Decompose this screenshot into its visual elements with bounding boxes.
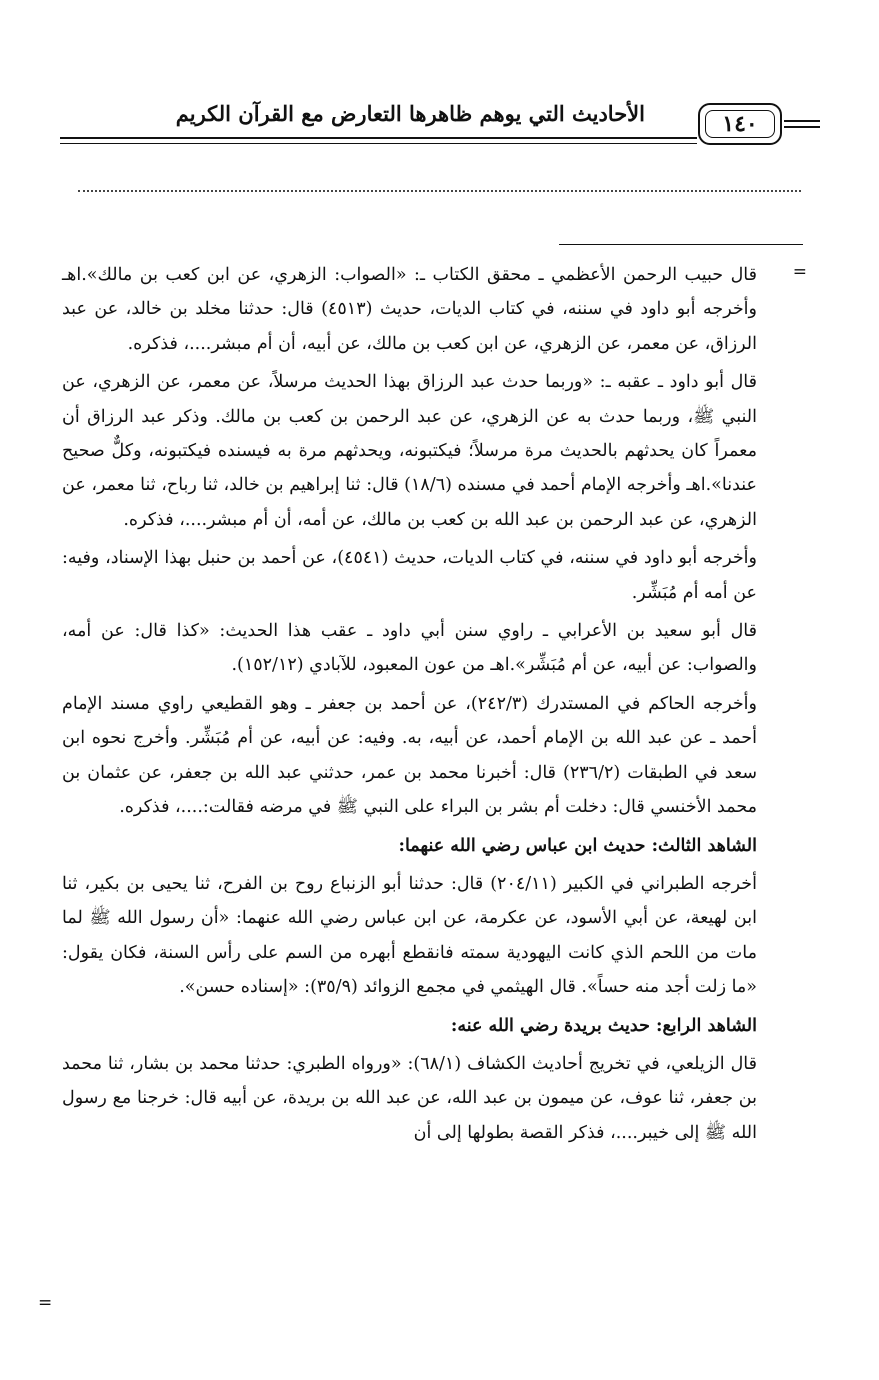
dotted-separator (78, 190, 801, 192)
footnote-paragraph: قال أبو داود ـ عقبه ـ: «وربما حدث عبد الرزاق بهذا الحديث مرسلاً، عن معمر، عن الزهري، عن النبي ﷺ، وربما حدث به عن الزهري، عن عبد الرحمن بن كعب بن مالك. وذكر عبد الرزاق أن معمراً كان يحدثهم بالحديث مرة مرسلاً؛ فيكتبونه، ويحدثهم مرة به فيسنده فيكتبونه، وكلٌّ صحيح عندنا».اهـ وأخرجه الإمام أحمد في مسنده (١٨/٦) قال: ثنا إبراهيم بن خالد، ثنا رباح، ثنا معمر، عن الزهري، عن عبد الرحمن بن عبد الله بن كعب بن مالك، عن أمه، أن أم مبشر....، فذكره. (62, 372, 757, 530)
header-rule (784, 120, 820, 122)
header-underline (60, 143, 697, 144)
footnote-paragraph: قال حبيب الرحمن الأعظمي ـ محقق الكتاب ـ: «الصواب: الزهري، عن ابن كعب بن مالك».اهـ وأخرجه أبو داود في سننه، في كتاب الديات، حديث (٤٥١٣) قال: حدثنا مخلد بن خالد، عن عبد الرزاق، عن معمر، عن الزهري، عن ابن كعب بن مالك، عن أبيه، أن أم مبشر....، فذكره. (62, 265, 757, 354)
continuation-mark: = (792, 262, 807, 282)
footnote-paragraph: أخرجه الطبراني في الكبير (٢٠٤/١١) قال: حدثنا أبو الزنباع روح بن الفرح، ثنا يحيى بن بكير، ثنا ابن لهيعة، عن أبي الأسود، عن عكرمة، عن ابن عباس رضي الله عنهما: «أن رسول الله ﷺ لما مات من اللحم الذي كانت اليهودية سمته فانقطع أبهره من السم على رأس السنة، فكان يقول: «ما زلت أجد منه حساً». قال الهيثمي في مجمع الزوائد (٣٥/٩): «إسناده حسن». (62, 873, 757, 998)
continuation-mark: = (38, 1293, 53, 1313)
footnote-paragraph: وأخرجه الحاكم في المستدرك (٢٤٢/٣)، عن أحمد بن جعفر ـ وهو القطيعي راوي مسند الإمام أحمد ـ عن عبد الله بن الإمام أحمد، عن أبيه، به. وفيه: عن أبيه، عن أم مُبَشِّر. وأخرج نحوه ابن سعد في الطبقات (٢٣٦/٢) قال: أخبرنا محمد بن عمر، حدثني عبد الله بن جعفر، عن عثمان بن محمد الأخنسي قال: دخلت أم بشر بن البراء على النبي ﷺ في مرضه فقالت:....، فذكره. (62, 693, 757, 818)
header-underline (60, 137, 697, 139)
footnote-body (62, 258, 757, 1150)
footnote-rule (559, 244, 803, 245)
header-title: الأحاديث التي يوهم ظاهرها التعارض مع القرآن الكريم (175, 101, 645, 126)
running-header (60, 95, 820, 151)
footnote-paragraph: قال أبو سعيد بن الأعرابي ـ راوي سنن أبي داود ـ عقب هذا الحديث: «كذا قال: عن أمه، والصواب: عن أبيه، عن أم مُبَشِّر».اهـ من عون المعبود، للآبادي (١٥٢/١٢). (62, 621, 757, 676)
footnote-paragraph: قال الزيلعي، في تخريج أحاديث الكشاف (٦٨/١): «ورواه الطبري: حدثنا محمد بن بشار، ثنا محمد بن جعفر، ثنا عوف، عن ميمون بن عبد الله، عن عبد الله بن بريدة، عن أبيه قال: خرجنا مع رسول الله ﷺ إلى خيبر....، فذكر القصة بطولها إلى أن (62, 1053, 757, 1143)
page-number-frame (698, 103, 782, 145)
page-number: ١٤٠ (705, 110, 775, 138)
section-heading: الشاهد الرابع: حديث بريدة رضي الله عنه: (450, 1015, 757, 1036)
footnote-paragraph: وأخرجه أبو داود في سننه، في كتاب الديات، حديث (٤٥٤١)، عن أحمد بن حنبل بهذا الإسناد، وفيه: عن أمه أم مُبَشِّر. (62, 548, 757, 603)
header-rule (784, 126, 820, 128)
section-heading: الشاهد الثالث: حديث ابن عباس رضي الله عنهما: (398, 835, 757, 856)
